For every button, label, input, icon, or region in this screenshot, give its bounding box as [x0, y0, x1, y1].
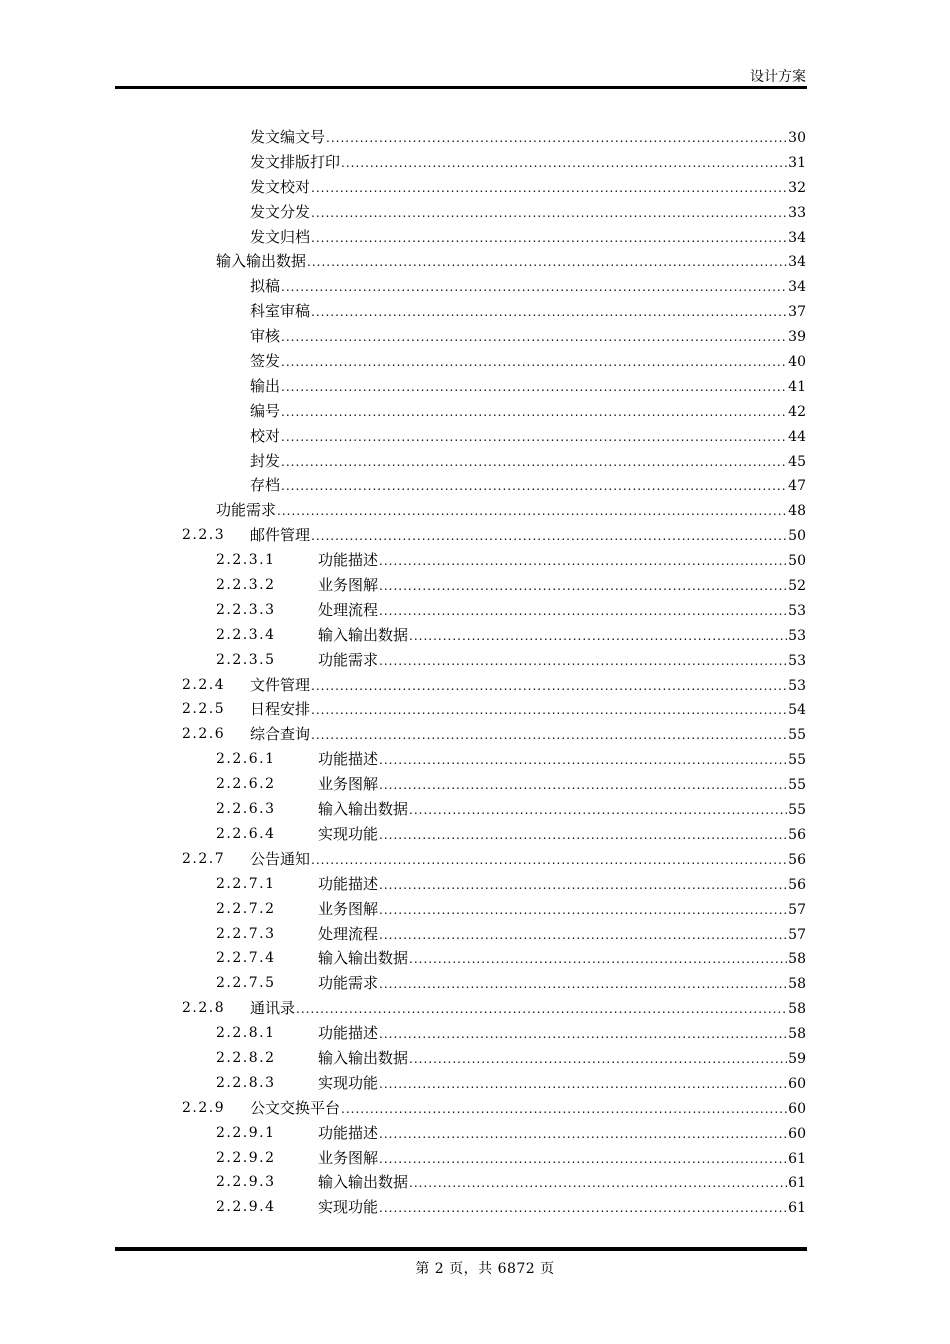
toc-entry-title: 发文归档	[250, 227, 311, 246]
dot-leader	[379, 823, 787, 848]
dot-leader	[379, 1147, 787, 1172]
dot-leader	[379, 773, 787, 798]
toc-entry-page-number: 55	[788, 777, 806, 794]
toc-entry-number: 2.2.9	[182, 1099, 226, 1116]
dot-leader	[341, 151, 787, 176]
toc-entry-page-number: 60	[788, 1125, 806, 1142]
toc-entry-page-number: 40	[788, 354, 806, 371]
toc-entry-page-number: 55	[788, 727, 806, 744]
toc-entry-number: 2.2.8.1	[216, 1025, 276, 1042]
toc-entry[interactable]	[0, 872, 950, 897]
toc-entry-title: 公文交换平台	[250, 1098, 341, 1117]
toc-entry-title: 业务图解	[318, 899, 379, 918]
toc-entry[interactable]	[0, 1071, 950, 1096]
toc-entry-title: 输入输出数据	[318, 949, 409, 968]
dot-leader	[409, 1047, 787, 1072]
dot-leader	[311, 674, 787, 699]
toc-entry-page-number: 44	[788, 428, 806, 445]
toc-entry-number: 2.2.4	[182, 676, 226, 693]
toc-entry-page-number: 57	[788, 901, 806, 918]
dot-leader	[311, 698, 787, 723]
toc-entry-page-number: 47	[788, 478, 806, 495]
toc-entry-title: 输出	[250, 376, 281, 395]
dot-leader	[311, 723, 787, 748]
toc-entry-page-number: 56	[788, 876, 806, 893]
dot-leader	[307, 250, 787, 275]
toc-entry-title: 功能描述	[318, 551, 379, 570]
toc-entry[interactable]	[0, 1021, 950, 1046]
toc-entry-page-number: 58	[788, 1001, 806, 1018]
toc-entry[interactable]	[0, 648, 950, 673]
dot-leader	[311, 524, 787, 549]
toc-entry-title: 输入输出数据	[318, 625, 409, 644]
toc-entry[interactable]	[0, 797, 950, 822]
dot-leader	[281, 350, 787, 375]
toc-entry-page-number: 34	[788, 254, 806, 271]
toc-entry-title: 通讯录	[250, 999, 296, 1018]
toc-entry-number: 2.2.3.1	[216, 552, 276, 569]
dot-leader	[281, 400, 787, 425]
dot-leader	[281, 450, 787, 475]
toc-entry-number: 2.2.3.4	[216, 626, 276, 643]
dot-leader	[379, 923, 787, 948]
toc-entry-number: 2.2.6.3	[216, 801, 276, 818]
toc-entry[interactable]	[0, 349, 950, 374]
toc-entry-title: 功能描述	[318, 1123, 379, 1142]
dot-leader	[281, 275, 787, 300]
toc-entry[interactable]	[0, 374, 950, 399]
toc-entry[interactable]	[0, 473, 950, 498]
toc-entry-page-number: 59	[788, 1050, 806, 1067]
toc-entry-page-number: 56	[788, 826, 806, 843]
toc-entry-number: 2.2.8	[182, 1000, 226, 1017]
toc-entry-page-number: 53	[788, 677, 806, 694]
dot-leader	[281, 474, 787, 499]
toc-entry[interactable]	[0, 399, 950, 424]
toc-entry-title: 拟稿	[250, 277, 281, 296]
toc-entry-title: 发文编文号	[250, 128, 326, 146]
toc-entry-page-number: 50	[788, 528, 806, 545]
toc-entry-number: 2.2.7.2	[216, 900, 276, 917]
toc-entry[interactable]	[0, 324, 950, 349]
toc-entry-title: 功能描述	[318, 874, 379, 893]
header-title: 设计方案	[750, 69, 806, 85]
toc-entry[interactable]	[0, 150, 950, 175]
toc-entry-title: 处理流程	[318, 924, 379, 943]
toc-entry[interactable]	[0, 946, 950, 971]
toc-entry-number: 2.2.9.2	[216, 1149, 276, 1166]
toc-entry-number: 2.2.9.4	[216, 1199, 276, 1216]
toc-entry[interactable]	[0, 847, 950, 872]
toc-entry-page-number: 34	[788, 279, 806, 296]
toc-entry[interactable]	[0, 225, 950, 250]
toc-entry-title: 综合查询	[250, 725, 311, 744]
toc-entry-number: 2.2.3.2	[216, 577, 276, 594]
dot-leader	[409, 947, 787, 972]
toc-entry[interactable]	[0, 424, 950, 449]
toc-entry-page-number: 61	[788, 1200, 806, 1217]
toc-entry-title: 实现功能	[318, 824, 379, 843]
toc-entry[interactable]	[0, 274, 950, 299]
dot-leader	[311, 300, 787, 325]
toc-entry[interactable]	[0, 747, 950, 772]
toc-entry[interactable]	[0, 548, 950, 573]
toc-entry-page-number: 39	[788, 329, 806, 346]
toc-entry-title: 发文分发	[250, 202, 311, 221]
toc-entry-number: 2.2.8.3	[216, 1074, 276, 1091]
toc-entry[interactable]	[0, 1121, 950, 1146]
toc-entry-title: 输入输出数据	[216, 252, 307, 271]
dot-leader	[296, 997, 787, 1022]
dot-leader	[281, 325, 787, 350]
toc-entry-number: 2.2.5	[182, 701, 226, 718]
toc-entry-page-number: 45	[788, 453, 806, 470]
toc-entry-number: 2.2.7	[182, 850, 226, 867]
footer-divider	[115, 1247, 807, 1251]
dot-leader	[409, 624, 787, 649]
toc-entry-page-number: 57	[788, 926, 806, 943]
dot-leader	[379, 873, 787, 898]
toc-entry-page-number: 54	[788, 702, 806, 719]
toc-entry-title: 业务图解	[318, 576, 379, 595]
toc-entry-title: 审核	[250, 327, 281, 346]
toc-entry-page-number: 48	[788, 503, 806, 520]
toc-entry[interactable]	[0, 772, 950, 797]
toc-entry[interactable]	[0, 1170, 950, 1195]
toc-entry-title: 日程安排	[250, 700, 311, 719]
toc-entry-title: 签发	[250, 352, 281, 371]
toc-entry[interactable]	[0, 673, 950, 698]
toc-entry-title: 发文排版打印	[250, 152, 341, 171]
table-of-contents	[0, 125, 950, 1220]
toc-entry-number: 2.2.6.2	[216, 776, 276, 793]
toc-entry[interactable]	[0, 971, 950, 996]
toc-entry[interactable]	[0, 200, 950, 225]
dot-leader	[379, 1122, 787, 1147]
toc-entry[interactable]	[0, 498, 950, 523]
toc-entry[interactable]	[0, 125, 950, 150]
toc-entry-number: 2.2.3.5	[216, 651, 276, 668]
toc-entry-page-number: 50	[788, 553, 806, 570]
toc-entry[interactable]	[0, 897, 950, 922]
toc-entry[interactable]	[0, 449, 950, 474]
dot-leader	[311, 226, 787, 251]
dot-leader	[311, 176, 787, 201]
toc-entry-page-number: 33	[788, 204, 806, 221]
toc-entry-title: 业务图解	[318, 1148, 379, 1167]
dot-leader	[379, 972, 787, 997]
toc-entry-page-number: 53	[788, 652, 806, 669]
toc-entry-title: 公告通知	[250, 849, 311, 868]
toc-entry[interactable]	[0, 996, 950, 1021]
toc-entry-page-number: 37	[788, 304, 806, 321]
toc-entry-title: 功能需求	[318, 974, 379, 993]
toc-entry-title: 实现功能	[318, 1073, 379, 1092]
toc-entry-number: 2.2.7.4	[216, 950, 276, 967]
toc-entry-title: 发文校对	[250, 177, 311, 196]
toc-entry-title: 封发	[250, 451, 281, 470]
toc-entry-title: 功能描述	[318, 1024, 379, 1043]
dot-leader	[379, 1072, 787, 1097]
header-divider	[115, 86, 807, 89]
toc-entry-page-number: 52	[788, 578, 806, 595]
toc-entry[interactable]	[0, 1195, 950, 1220]
toc-entry[interactable]	[0, 573, 950, 598]
toc-entry-page-number: 41	[788, 378, 806, 395]
toc-entry-title: 业务图解	[318, 775, 379, 794]
toc-entry-page-number: 55	[788, 802, 806, 819]
toc-entry-title: 输入输出数据	[318, 800, 409, 819]
dot-leader	[379, 1196, 787, 1221]
dot-leader	[409, 798, 787, 823]
toc-entry-number: 2.2.6	[182, 726, 226, 743]
dot-leader	[379, 599, 787, 624]
toc-entry-number: 2.2.7.3	[216, 925, 276, 942]
dot-leader	[277, 499, 787, 524]
toc-entry-page-number: 30	[788, 130, 806, 146]
toc-entry-title: 输入输出数据	[318, 1173, 409, 1192]
dot-leader	[341, 1097, 787, 1122]
toc-entry-title: 处理流程	[318, 600, 379, 619]
toc-entry-number: 2.2.9.3	[216, 1174, 276, 1191]
toc-entry[interactable]	[0, 623, 950, 648]
toc-entry[interactable]	[0, 922, 950, 947]
dot-leader	[311, 201, 787, 226]
dot-leader	[281, 425, 787, 450]
toc-entry-page-number: 31	[788, 154, 806, 171]
toc-entry-title: 科室审稿	[250, 302, 311, 321]
toc-entry[interactable]	[0, 299, 950, 324]
toc-entry-number: 2.2.3	[182, 527, 226, 544]
dot-leader	[379, 748, 787, 773]
page-footer: 第 2 页，共 6872 页	[415, 1261, 555, 1277]
toc-entry-title: 文件管理	[250, 675, 311, 694]
toc-entry[interactable]	[0, 1046, 950, 1071]
toc-entry-page-number: 61	[788, 1175, 806, 1192]
dot-leader	[379, 649, 787, 674]
toc-entry-page-number: 32	[788, 179, 806, 196]
toc-entry-title: 功能描述	[318, 750, 379, 769]
toc-entry[interactable]	[0, 822, 950, 847]
toc-entry-page-number: 34	[788, 229, 806, 246]
toc-entry-page-number: 53	[788, 602, 806, 619]
toc-entry[interactable]	[0, 1096, 950, 1121]
toc-entry-title: 功能需求	[318, 650, 379, 669]
toc-entry-page-number: 56	[788, 851, 806, 868]
toc-entry[interactable]	[0, 598, 950, 623]
toc-entry-page-number: 53	[788, 627, 806, 644]
toc-entry-title: 功能需求	[216, 501, 277, 520]
dot-leader	[409, 1171, 787, 1196]
toc-entry-number: 2.2.6.1	[216, 751, 276, 768]
dot-leader	[379, 1022, 787, 1047]
toc-entry-number: 2.2.6.4	[216, 825, 276, 842]
toc-entry-title: 存档	[250, 476, 281, 495]
toc-entry-page-number: 58	[788, 1026, 806, 1043]
toc-entry-title: 实现功能	[318, 1198, 379, 1217]
toc-entry-number: 2.2.7.1	[216, 875, 276, 892]
toc-entry[interactable]	[0, 175, 950, 200]
dot-leader	[311, 848, 787, 873]
toc-entry-title: 校对	[250, 426, 281, 445]
dot-leader	[379, 898, 787, 923]
toc-entry-title: 输入输出数据	[318, 1048, 409, 1067]
toc-entry-title: 编号	[250, 401, 281, 420]
toc-entry-page-number: 58	[788, 976, 806, 993]
toc-entry[interactable]	[0, 697, 950, 722]
toc-entry-number: 2.2.3.3	[216, 601, 276, 618]
toc-entry-number: 2.2.7.5	[216, 975, 276, 992]
toc-entry-page-number: 61	[788, 1150, 806, 1167]
toc-entry[interactable]	[0, 249, 950, 274]
toc-entry-title: 邮件管理	[250, 526, 311, 545]
toc-entry[interactable]	[0, 523, 950, 548]
toc-entry-number: 2.2.8.2	[216, 1049, 276, 1066]
toc-entry[interactable]	[0, 1146, 950, 1171]
dot-leader	[326, 126, 787, 151]
dot-leader	[379, 549, 787, 574]
toc-entry-page-number: 60	[788, 1100, 806, 1117]
toc-entry[interactable]	[0, 722, 950, 747]
toc-entry-page-number: 42	[788, 403, 806, 420]
toc-entry-page-number: 58	[788, 951, 806, 968]
toc-entry-number: 2.2.9.1	[216, 1124, 276, 1141]
toc-entry-page-number: 55	[788, 752, 806, 769]
dot-leader	[379, 574, 787, 599]
dot-leader	[281, 375, 787, 400]
toc-entry-page-number: 60	[788, 1075, 806, 1092]
